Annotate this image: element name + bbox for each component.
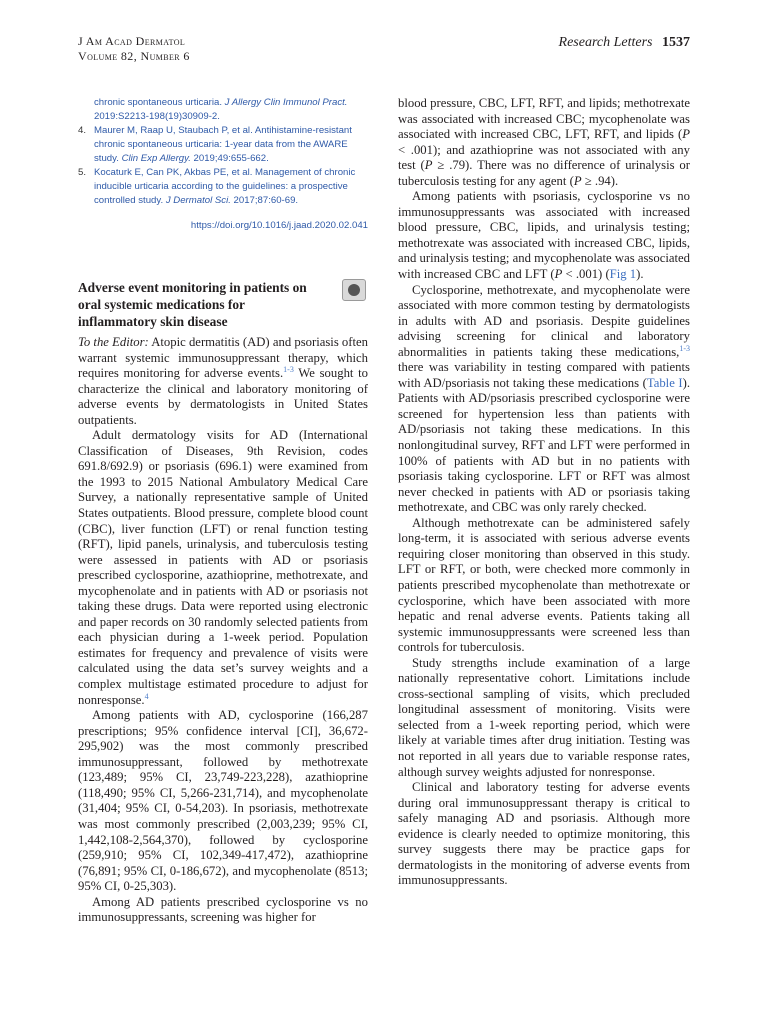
reference-item bbox=[78, 124, 368, 166]
paragraph: Among patients with AD, cyclosporine (166,287 prescriptions; 95% confidence interval [CI], 36,672-295,902) was the most commonly prescribed immunosuppressant, followed by methotrexate (123,489; 95% CI, 23,749-223,228), azathioprine (118,490; 95% CI, 5,266-231,714), and mycophenolate (31,404; 95% CI, 0-54,203). In psoriasis, methotrexate was most commonly prescribed (2,003,239; 95% CI, 1,442,108-2,564,370), followed by cyclosporine (259,910; 95% CI, 102,349-417,472), azathioprine (76,891; 95% CI, 0-186,672), and mycophenolate (8513; 95% CI, 0-25,303). bbox=[78, 708, 368, 894]
paragraph: Clinical and laboratory testing for adverse events during oral immunosuppressant therapy is critical to safely managing AD and psoriasis. Although more evidence is clearly needed to optimize monitoring, this survey suggests there may be practice gaps for dermatologists in the monitoring of adverse events from immunosuppressants. bbox=[398, 780, 690, 888]
paragraph: Study strengths include examination of a large nationally representative cohort. Limitations include cross-sectional sampling of visits, which precluded longitudinal assessment of monitoring. Visits were selected from a 1-week reporting period, which were likely at variable times after drug initiation. Testing was not reported in all years due to variable response rates, although survey weights adjusted for nonresponse. bbox=[398, 655, 690, 779]
crossmark-dot-icon bbox=[348, 284, 360, 296]
reference-journal[interactable]: Clin Exp Allergy. bbox=[121, 153, 191, 164]
paragraph: Cyclosporine, methotrexate, and mycophenolate were associated with more common testing by dermatologists in adults with AD and psoriasis. Despite guidelines advising screening for clinical and laboratory abnormalities in patients taking these medications,$^{1-3}$ there was variability in testing compared with patients with AD/psoriasis not taking these medications (Table I). Patients with AD/psoriasis prescribed cyclosporine were screened for hypertension less than patients with AD/psoriasis not taking these medications. In this nonlongitudinal survey, RFT and LFT were performed in 100% of patients with AD but in no patients with psoriasis taking cyclosporine. LFT or RFT was almost never checked in patients with AD or psoriasis taking methotrexate, and CBC was only rarely checked. bbox=[398, 282, 690, 515]
article-header bbox=[78, 279, 368, 330]
reference-journal[interactable]: J Dermatol Sci. bbox=[165, 195, 231, 206]
article-title: Adverse event monitoring in patients on oral systemic medications for inflammatory skin disease bbox=[78, 280, 307, 329]
reference-number: 5. bbox=[78, 167, 87, 178]
journal-name: J Am Acad Dermatol bbox=[78, 34, 186, 48]
reference-title[interactable]: chronic spontaneous urticaria. bbox=[94, 97, 222, 108]
paragraph: blood pressure, CBC, LFT, RFT, and lipids; methotrexate was associated with increased CBC; mycophenolate was associated with increased CBC, LFT, RFT, and lipids (P < .001); and azathioprine was not associated with any test (P ≥ .79). There was no difference of urinalysis or tuberculosis testing for any agent (P ≥ .94). bbox=[398, 96, 690, 188]
paragraph: Adult dermatology visits for AD (International Classification of Diseases, 9th Revision, codes 691.8/692.9) or psoriasis (696.1) were examined from the 1993 to 2015 National Ambulatory Medical Care Survey, a nationally representative sample of United States outpatients. Blood pressure, complete blood count (CBC), liver function (LFT) or renal function testing (RFT), lipid panels, urinalysis, and tuberculosis testing were assessed in patients with AD or psoriasis prescribed cyclosporine, azathioprine, methotrexate, and mycophenolate and in patients with AD or psoriasis not taking these drugs. Data were reported using electronic and paper records on 30 randomly selected patients from each physician during a 1-week period. Population estimates for frequency and prevalence of visits were calculated using the data set’s survey weights and a complex multistage estimated procedure to adjust for nonresponse.$^4$ bbox=[78, 428, 368, 707]
figure-link[interactable]: Fig 1 bbox=[609, 267, 637, 282]
reference-title[interactable]: Kocaturk E, Can PK, Akbas PE, et al. Management of chronic inducible urticaria according to the guidelines: a prospective controlled study. bbox=[94, 167, 356, 206]
paragraph: Among patients with psoriasis, cyclosporine vs no immunosuppressants was associated with increased blood pressure, CBC, lipids, and urinalysis testing; methotrexate was associated with increased CBC, lipids, and urinalysis testing; and mycophenolate was associated with increased CBC and LFT (P < .001) (Fig 1). bbox=[398, 189, 690, 282]
reference-title[interactable]: Maurer M, Raap U, Staubach P, et al. Antihistamine-resistant chronic spontaneous urticaria: 1-year data from the AWARE study. bbox=[94, 125, 352, 164]
citation-superscript[interactable]: 4 bbox=[144, 691, 149, 701]
reference-item bbox=[78, 166, 368, 208]
paragraph: Among AD patients prescribed cyclosporine vs no immunosuppressants, screening was higher for bbox=[78, 894, 368, 925]
right-column bbox=[398, 96, 690, 889]
reference-number: 4. bbox=[78, 125, 87, 136]
reference-item bbox=[78, 96, 368, 124]
running-header-journal bbox=[78, 34, 190, 64]
paragraph: Although methotrexate can be administered safely long-term, it is associated with serious adverse events requiring closer monitoring than observed in this study. LFT or RFT, or both, were checked more commonly in patients prescribed mycophenolate than methotrexate or cyclosporine, which have been associated with more hepatic and renal adverse events. Patients taking all systemic immunosuppressants were screened less than controls for tuberculosis. bbox=[398, 515, 690, 655]
paragraph: To the Editor: Atopic dermatitis (AD) and psoriasis often warrant systemic immunosuppressant therapy, which requires monitoring for adverse events.$^{1-3}$ We sought to characterize the clinical and laboratory monitoring of adverse events by dermatologists in United States outpatients. bbox=[78, 335, 369, 427]
doi-link[interactable]: https://doi.org/10.1016/j.jaad.2020.02.041 bbox=[190, 220, 368, 231]
reference-list bbox=[78, 96, 368, 208]
article-body-left bbox=[78, 335, 368, 926]
article-body-right bbox=[398, 96, 690, 889]
reference-citation[interactable]: 2017;87:60-69. bbox=[233, 195, 299, 206]
reference-citation[interactable]: 2019;49:655-662. bbox=[193, 153, 269, 164]
table-link[interactable]: Table I bbox=[646, 375, 683, 390]
reference-citation[interactable]: 2019:S2213-198(19)30909-2. bbox=[94, 111, 220, 122]
salutation: To the Editor: bbox=[78, 335, 149, 349]
citation-superscript[interactable]: 1-3 bbox=[283, 364, 294, 374]
page-number: 1537 bbox=[662, 35, 690, 50]
volume-issue: Volume 82, Number 6 bbox=[78, 49, 190, 63]
citation-superscript[interactable]: 1-3 bbox=[679, 343, 690, 353]
reference-journal[interactable]: J Allergy Clin Immunol Pract. bbox=[224, 97, 348, 108]
running-header-section bbox=[559, 34, 690, 51]
crossmark-icon[interactable] bbox=[342, 279, 366, 301]
section-label: Research Letters bbox=[558, 35, 653, 50]
left-column bbox=[78, 96, 368, 926]
